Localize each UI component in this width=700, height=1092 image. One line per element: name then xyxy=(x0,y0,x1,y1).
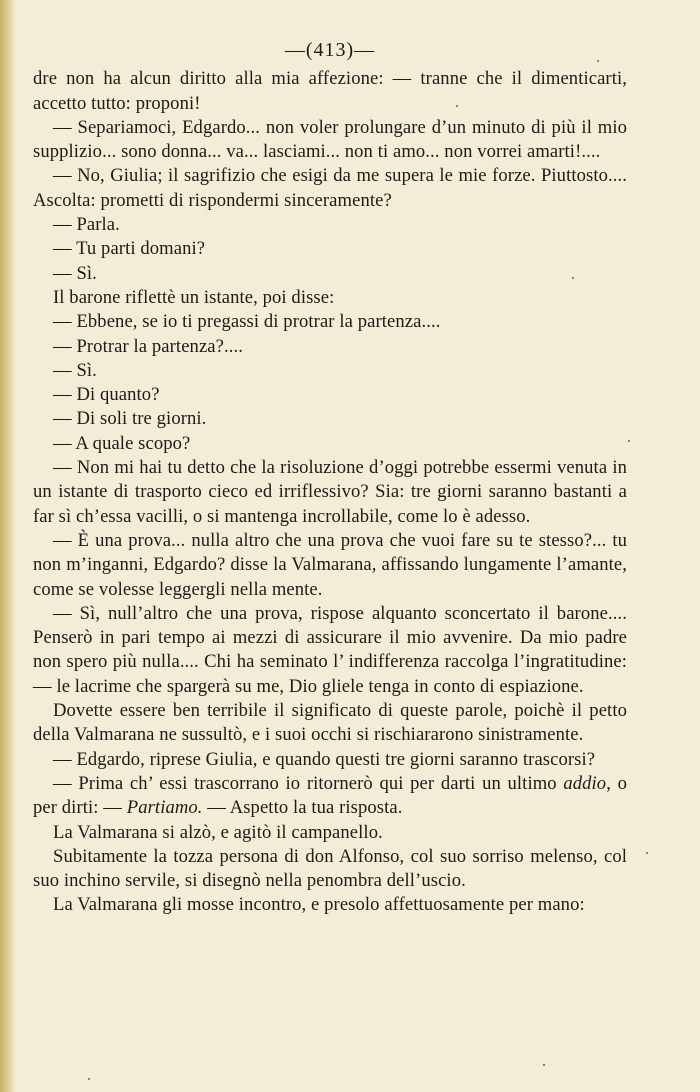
paragraph: — Sì, null’altro che una prova, rispose alquanto sconcertato il barone.... Penserò in pari tempo ai mezzi di assicurare il mio avvenire. Da mio padre non spero più nulla.... Chi ha seminato l’ indifferenza raccolga l’ingratitudine: — le lacrime che spargerà su me, Dio gliele tenga in conto di espiazione. xyxy=(33,602,627,697)
page-text xyxy=(33,67,627,917)
paragraph: Dovette essere ben terribile il significato di queste parole, poichè il petto della Valmarana ne sussultò, e i suoi occhi si rischiararono sinistramente. xyxy=(33,700,627,746)
paragraph: — Tu parti domani? xyxy=(53,238,206,260)
paragraph: Il barone riflettè un istante, poi disse: xyxy=(53,286,335,308)
paragraph: — No, Giulia; il sagrifizio che esigi da me supera le mie forze. Piuttosto.... Ascolta: prometti di rispondermi sinceramente? xyxy=(33,165,627,211)
paragraph: — Ebbene, se io ti pregassi di protrar la partenza.... xyxy=(53,311,441,333)
page-binding-edge xyxy=(0,0,16,1092)
paragraph: — A quale scopo? xyxy=(53,432,191,454)
text-segment: — Aspetto la tua risposta. xyxy=(202,797,403,819)
text-segment: — Prima ch’ essi trascorrano io ritornerò qui per darti un ultimo xyxy=(53,772,564,794)
paragraph: — Non mi hai tu detto che la risoluzione d’oggi potrebbe essermi venuta in un istante di trasporto cieco ed irriflessivo? Sia: tre giorni saranno bastanti a far sì ch’essa vacilli, o si mantenga incrollabile, come lo è adesso. xyxy=(33,457,627,527)
paragraph: — Separiamoci, Edgardo... non voler prolungare d’un minuto di più il mio supplizio... sono donna... va... lasciami... non ti amo... non vorrei amarti!.... xyxy=(33,116,627,163)
italic-text: Partiamo. xyxy=(126,797,203,819)
paragraph: La Valmarana si alzò, e agitò il campanello. xyxy=(53,821,383,843)
paragraph xyxy=(33,772,627,821)
speck xyxy=(646,852,648,854)
paragraph: La Valmarana gli mosse incontro, e presolo affettuosamente per mano: xyxy=(53,894,585,916)
paragraph: — Parla. xyxy=(53,214,120,236)
italic-text: addio xyxy=(563,772,607,794)
speck xyxy=(456,105,458,107)
speck xyxy=(543,1064,545,1066)
paragraph: — Edgardo, riprese Giulia, e quando questi tre giorni saranno trascorsi? xyxy=(53,748,596,770)
speck xyxy=(572,277,574,279)
paragraph: — È una prova... nulla altro che una prova che vuoi fare su te stesso?... tu non m’inganni, Edgardo? disse la Valmarana, affissando lungamente l’amante, come se volesse leggergli nella mente. xyxy=(33,529,627,600)
page-number: —(413)— xyxy=(284,39,376,61)
paragraph: — Di soli tre giorni. xyxy=(53,408,207,430)
text-segment: , o per dirti: — xyxy=(33,772,627,819)
book-page xyxy=(33,38,627,918)
speck xyxy=(597,60,599,62)
paragraph: Subitamente la tozza persona di don Alfonso, col suo sorriso melenso, col suo inchino servile, si disegnò nella penombra dell’uscio. xyxy=(33,845,627,892)
speck xyxy=(88,1078,90,1080)
paragraph: — Sì. xyxy=(53,262,97,284)
paragraph: dre non ha alcun diritto alla mia affezione: — tranne che il dimenticarti, accetto tutto: proponi! xyxy=(33,68,627,114)
speck xyxy=(628,440,630,442)
paragraph: — Protrar la partenza?.... xyxy=(53,335,243,357)
paragraph: — Di quanto? xyxy=(53,384,160,406)
paragraph: — Sì. xyxy=(53,359,97,381)
